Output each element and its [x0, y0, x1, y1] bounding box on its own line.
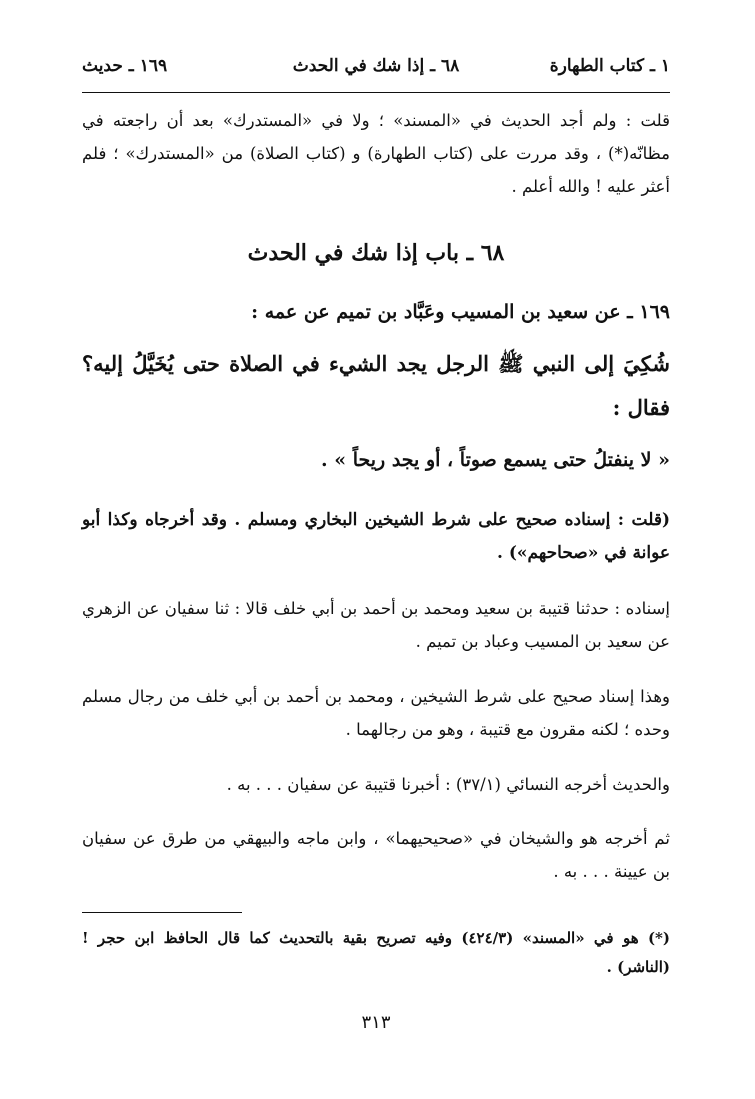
- header-book-title: ١ ـ كتاب الطهارة: [549, 56, 670, 76]
- hadith-intro: ١٦٩ ـ عن سعيد بن المسيب وعَبَّاد بن تميم عن عمه :: [251, 301, 670, 323]
- chapter-title: ٦٨ ـ باب إذا شك في الحدث: [247, 240, 505, 266]
- commentary-paragraph: وهذا إسناد صحيح على شرط الشيخين ، ومحمد بن أحمد بن أبي خلف من رجال مسلم وحده ؛ لكنه مقرون مع قتيبة ، وهو من رجالهما .: [82, 687, 670, 739]
- footnote-divider: [82, 912, 242, 913]
- footnote: (*) هو في «المسند» (٤٢٤/٣) وفيه تصريح بقية بالتحديث كما قال الحافظ ابن حجر ! (الناشر) .: [82, 929, 670, 976]
- hadith-quote: « لا ينفتلُ حتى يسمع صوتاً ، أو يجد ريحاً » .: [320, 449, 670, 471]
- page-number: ٣١٣: [361, 1012, 391, 1033]
- book-page: [82, 52, 670, 1082]
- header-hadith-number: ١٦٩ ـ حديث: [82, 56, 168, 76]
- intro-paragraph: قلت : ولم أجد الحديث في «المسند» ؛ ولا في «المستدرك» بعد أن راجعته في مظانّه(*) ، وقد مررت على (كتاب الطهارة) و (كتاب الصلاة) من «المستدرك» ؛ فلم أعثر عليه ! والله أعلم .: [82, 111, 670, 196]
- nasai-paragraph: والحديث أخرجه النسائي (٣٧/١) : أخبرنا قتيبة عن سفيان . . . به .: [226, 775, 670, 794]
- grading-note: (قلت : إسناده صحيح على شرط الشيخين البخاري ومسلم . وقد أخرجاه وكذا أبو عوانة في «صحاحهم») .: [82, 510, 670, 563]
- isnad-paragraph: إسناده : حدثنا قتيبة بن سعيد ومحمد بن أحمد بن أبي خلف قالا : ثنا سفيان عن الزهري عن سعيد بن المسيب وعباد بن تميم .: [82, 599, 670, 651]
- sources-paragraph: ثم أخرجه هو والشيخان في «صحيحيهما» ، وابن ماجه والبيهقي من طرق عن سفيان بن عيينة . . . به .: [82, 829, 670, 881]
- header-chapter-title: ٦٨ ـ إذا شك في الحدث: [292, 56, 460, 76]
- running-header: [82, 52, 670, 93]
- hadith-text: شُكِيَ إلى النبي ﷺ الرجل يجد الشيء في الصلاة حتى يُخَيَّلُ إليه؟ فقال :: [82, 351, 670, 420]
